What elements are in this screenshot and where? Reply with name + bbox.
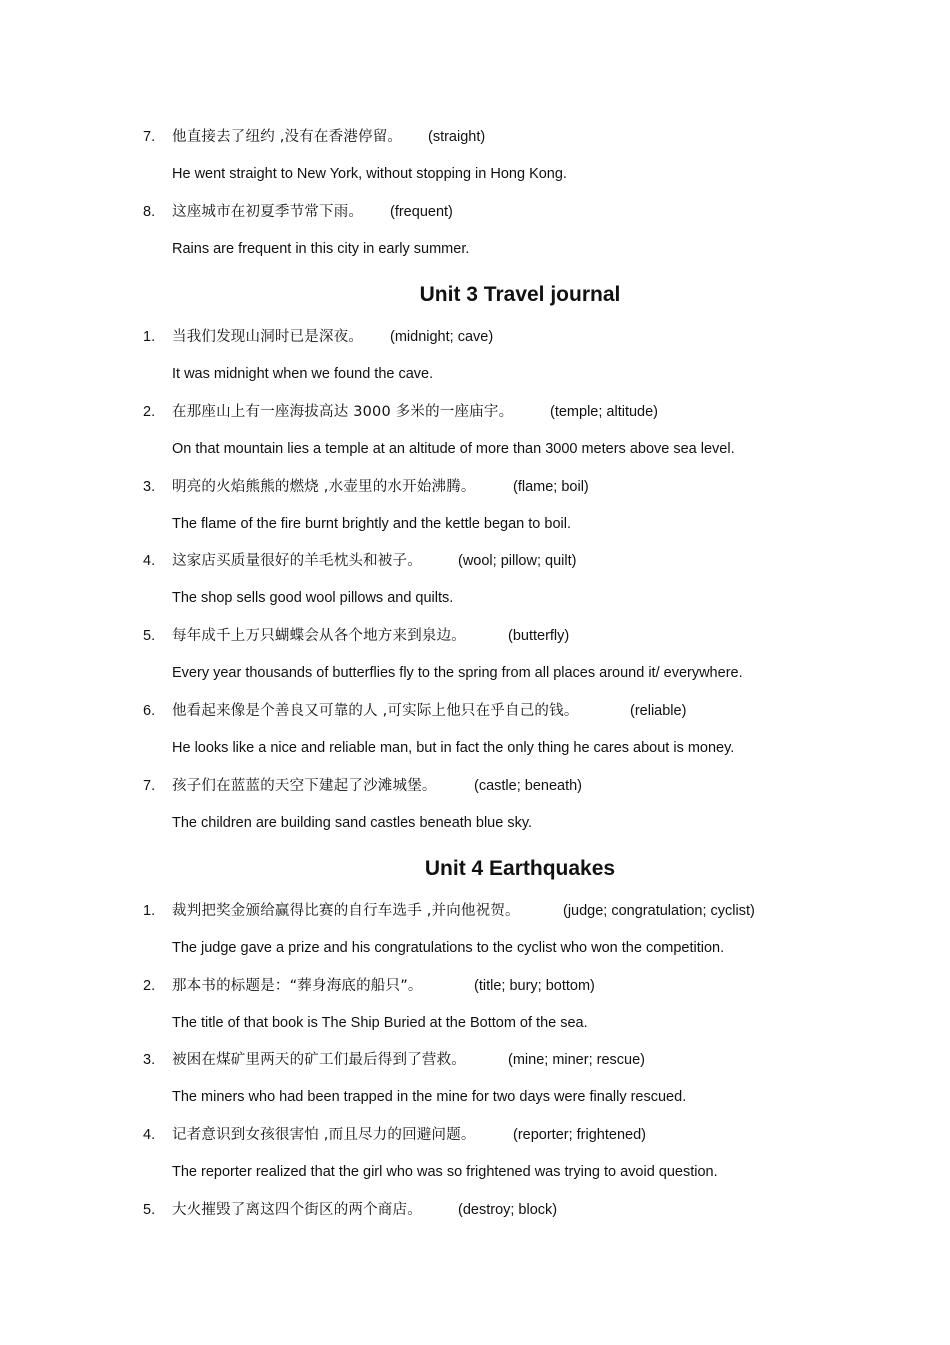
chinese-sentence: 这家店买质量很好的羊毛枕头和被子。 <box>172 553 422 569</box>
item-number: 2. <box>143 404 156 420</box>
keyword-hint: (reliable) <box>630 703 687 719</box>
item-number: 4. <box>143 553 156 569</box>
item-number: 5. <box>143 1202 156 1218</box>
item-number: 4. <box>143 1127 156 1143</box>
english-translation: The shop sells good wool pillows and quilts. <box>172 590 454 606</box>
english-translation: He went straight to New York, without stopping in Hong Kong. <box>172 166 567 182</box>
question-line <box>0 1200 950 1220</box>
english-translation: The flame of the fire burnt brightly and the kettle began to boil. <box>172 516 571 532</box>
chinese-sentence: 明亮的火焰熊熊的燃烧 ,水壶里的水开始沸腾。 <box>172 479 476 495</box>
keyword-hint: (title; bury; bottom) <box>474 978 595 994</box>
keyword-hint: (straight) <box>428 129 486 145</box>
question-line <box>0 776 950 796</box>
item-number: 3. <box>143 1052 156 1068</box>
chinese-sentence: 大火摧毁了离这四个街区的两个商店。 <box>172 1202 422 1218</box>
question-line <box>0 1050 950 1070</box>
item-number: 7. <box>143 778 156 794</box>
item-number: 1. <box>143 329 156 345</box>
question-line <box>0 202 950 222</box>
chinese-sentence: 被困在煤矿里两天的矿工们最后得到了营救。 <box>172 1052 466 1068</box>
keyword-hint: (frequent) <box>390 204 453 220</box>
chinese-sentence: 当我们发现山洞时已是深夜。 <box>172 329 364 345</box>
english-translation: The judge gave a prize and his congratulations to the cyclist who won the competition. <box>172 940 725 956</box>
question-line <box>0 327 950 347</box>
english-translation: It was midnight when we found the cave. <box>172 366 434 382</box>
chinese-sentence: 他看起来像是个善良又可靠的人 ,可实际上他只在乎自己的钱。 <box>172 703 579 719</box>
english-translation: He looks like a nice and reliable man, but in fact the only thing he cares about is money. <box>172 740 735 756</box>
english-translation: The miners who had been trapped in the mine for two days were finally rescued. <box>172 1089 687 1105</box>
english-translation: Rains are frequent in this city in early summer. <box>172 241 470 257</box>
chinese-sentence: 记者意识到女孩很害怕 ,而且尽力的回避问题。 <box>172 1127 476 1143</box>
keyword-hint: (mine; miner; rescue) <box>508 1052 645 1068</box>
unit-heading: Unit 4 Earthquakes <box>424 857 616 880</box>
unit-heading: Unit 3 Travel journal <box>419 283 621 306</box>
question-line <box>0 626 950 646</box>
keyword-hint: (flame; boil) <box>513 479 589 495</box>
keyword-hint: (reporter; frightened) <box>513 1127 646 1143</box>
item-number: 2. <box>143 978 156 994</box>
keyword-hint: (castle; beneath) <box>474 778 583 794</box>
keyword-hint: (midnight; cave) <box>390 329 494 345</box>
chinese-sentence: 那本书的标题是：“葬身海底的船只”。 <box>172 978 423 994</box>
question-line <box>0 402 950 422</box>
item-number: 3. <box>143 479 156 495</box>
chinese-sentence: 每年成千上万只蝴蝶会从各个地方来到泉边。 <box>172 628 466 644</box>
english-translation: The reporter realized that the girl who was so frightened was trying to avoid question. <box>172 1164 718 1180</box>
keyword-hint: (wool; pillow; quilt) <box>458 553 577 569</box>
question-line <box>0 1125 950 1145</box>
english-translation: On that mountain lies a temple at an altitude of more than 3000 meters above sea level. <box>172 441 735 457</box>
keyword-hint: (butterfly) <box>508 628 570 644</box>
item-number: 5. <box>143 628 156 644</box>
english-translation: The title of that book is The Ship Buried at the Bottom of the sea. <box>172 1015 588 1031</box>
question-line <box>0 901 950 921</box>
english-translation: Every year thousands of butterflies fly to the spring from all places around it/ everywhere. <box>172 665 743 681</box>
question-line <box>0 477 950 497</box>
keyword-hint: (judge; congratulation; cyclist) <box>563 903 755 919</box>
chinese-sentence: 孩子们在蓝蓝的天空下建起了沙滩城堡。 <box>172 778 437 794</box>
keyword-hint: (temple; altitude) <box>550 404 658 420</box>
item-number: 1. <box>143 903 156 919</box>
question-line <box>0 976 950 996</box>
question-line <box>0 701 950 721</box>
question-line <box>0 127 950 147</box>
question-line <box>0 551 950 571</box>
chinese-sentence: 在那座山上有一座海拔高达 3000 多米的一座庙宇。 <box>172 404 514 420</box>
chinese-sentence: 这座城市在初夏季节常下雨。 <box>172 204 364 220</box>
keyword-hint: (destroy; block) <box>458 1202 558 1218</box>
item-number: 8. <box>143 204 156 220</box>
item-number: 7. <box>143 129 156 145</box>
english-translation: The children are building sand castles beneath blue sky. <box>172 815 533 831</box>
chinese-sentence: 他直接去了纽约 ,没有在香港停留。 <box>172 129 403 145</box>
chinese-sentence: 裁判把奖金颁给赢得比赛的自行车选手 ,并向他祝贺。 <box>172 903 520 919</box>
item-number: 6. <box>143 703 156 719</box>
